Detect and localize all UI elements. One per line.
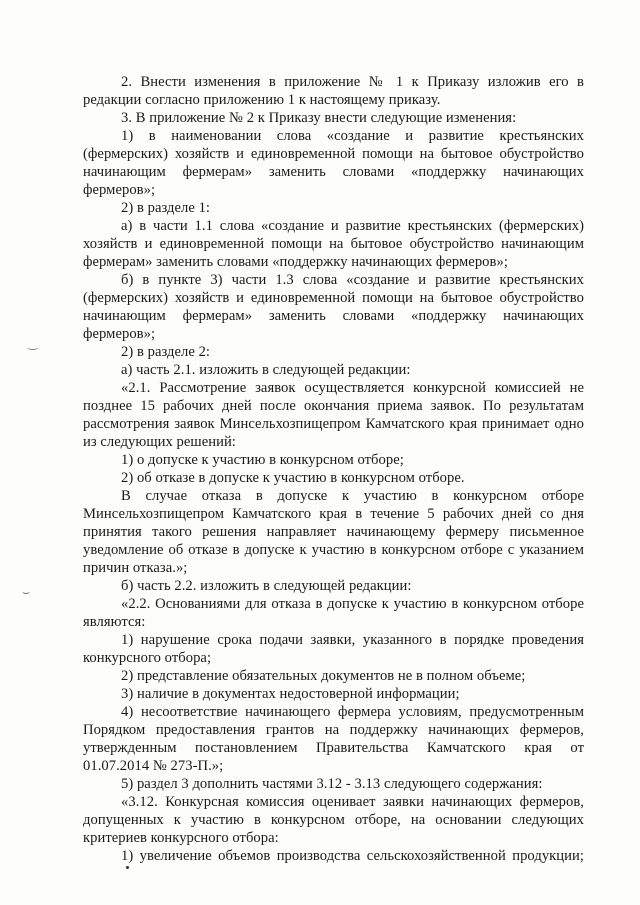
text-line: начинающим фермерам» заменить словами «поддержку начинающих	[83, 308, 584, 324]
text-line: фермерам» заменить словами «поддержку начинающих фермеров»;	[83, 254, 508, 270]
scan-mark: ⌣	[22, 585, 30, 599]
text-line: утвержденным постановлением Правительства Камчатского края от	[83, 740, 584, 756]
text-line: редакции согласно приложению 1 к настоящему приказу.	[83, 92, 441, 108]
text-line: (фермерских) хозяйств и единовременной помощи на бытовое обустройство	[83, 146, 584, 162]
text-line: 4) несоответствие начинающего фермера условиям, предусмотренным	[121, 704, 584, 720]
text-line: б) в пункте 3) части 1.3 слова «создание и развитие крестьянских	[121, 272, 584, 288]
text-line: 1) нарушение срока подачи заявки, указанного в порядке проведения	[121, 632, 584, 648]
text-line: 2. Внести изменения в приложение № 1 к Приказу изложив его в	[121, 74, 584, 90]
text-line: уведомление об отказе в допуске к участию в конкурсном отборе с указанием	[83, 542, 584, 558]
text-line: (фермерских) хозяйств и единовременной помощи на бытовое обустройство	[83, 290, 584, 306]
text-line: Порядком предоставления грантов на поддержку начинающих фермеров,	[83, 722, 584, 738]
text-line: «2.1. Рассмотрение заявок осуществляется конкурсной комиссией не	[121, 380, 584, 396]
text-line: допущенных к участию в конкурсном отборе, на основании следующих	[83, 812, 584, 828]
text-line: начинающим фермерам» заменить словами «поддержку начинающих	[83, 164, 584, 180]
text-line: 2) об отказе в допуске к участию в конкурсном отборе.	[121, 470, 465, 486]
text-line: 3) наличие в документах недостоверной информации;	[121, 686, 460, 702]
text-line: 1) увеличение объемов производства сельскохозяйственной продукции;	[121, 848, 584, 864]
text-line: конкурсного отбора;	[83, 650, 212, 666]
text-line: б) часть 2.2. изложить в следующей редакции:	[121, 578, 412, 594]
text-line: причин отказа.»;	[83, 560, 188, 576]
text-line: рассмотрения заявок Минсельхозпищепром Камчатского края принимает одно	[83, 416, 584, 432]
text-line: позднее 15 рабочих дней после окончания приема заявок. По результатам	[83, 398, 584, 414]
text-line: фермеров»;	[83, 182, 156, 198]
text-line: «3.12. Конкурсная комиссия оценивает заявки начинающих фермеров,	[121, 794, 584, 810]
text-line: 2) в разделе 2:	[121, 344, 211, 360]
scan-mark: ‿	[28, 336, 38, 350]
text-line: хозяйств и единовременной помощи на бытовое обустройство начинающим	[83, 236, 584, 252]
text-line: принятия такого решения направляет начинающему фермеру письменное	[83, 524, 584, 540]
text-line: 2) представление обязательных документов не в полном объеме;	[121, 668, 526, 684]
text-line: 1) о допуске к участию в конкурсном отборе;	[121, 452, 404, 468]
text-line: 1) в наименовании слова «создание и развитие крестьянских	[121, 128, 584, 144]
text-line: 01.07.2014 № 273-П.»;	[83, 758, 224, 774]
text-line: 5) раздел 3 дополнить частями 3.12 - 3.13 следующего содержания:	[121, 776, 543, 792]
text-line: из следующих решений:	[83, 434, 236, 450]
text-line: а) часть 2.1. изложить в следующей редакции:	[121, 362, 411, 378]
text-line: являются:	[83, 614, 146, 630]
text-line: В случае отказа в допуске к участию в конкурсном отборе	[121, 488, 584, 504]
text-line: Минсельхозпищепром Камчатского края в течение 5 рабочих дней со дня	[83, 506, 584, 522]
text-line: а) в части 1.1 слова «создание и развитие крестьянских (фермерских)	[121, 218, 584, 234]
text-line: «2.2. Основаниями для отказа в допуске к участию в конкурсном отборе	[121, 596, 584, 612]
scan-speck	[126, 866, 129, 869]
text-line: критериев конкурсного отбора:	[83, 830, 279, 846]
text-line: фермеров»;	[83, 326, 156, 342]
text-line: 3. В приложение № 2 к Приказу внести следующие изменения:	[121, 110, 517, 126]
text-line: 2) в разделе 1:	[121, 200, 211, 216]
